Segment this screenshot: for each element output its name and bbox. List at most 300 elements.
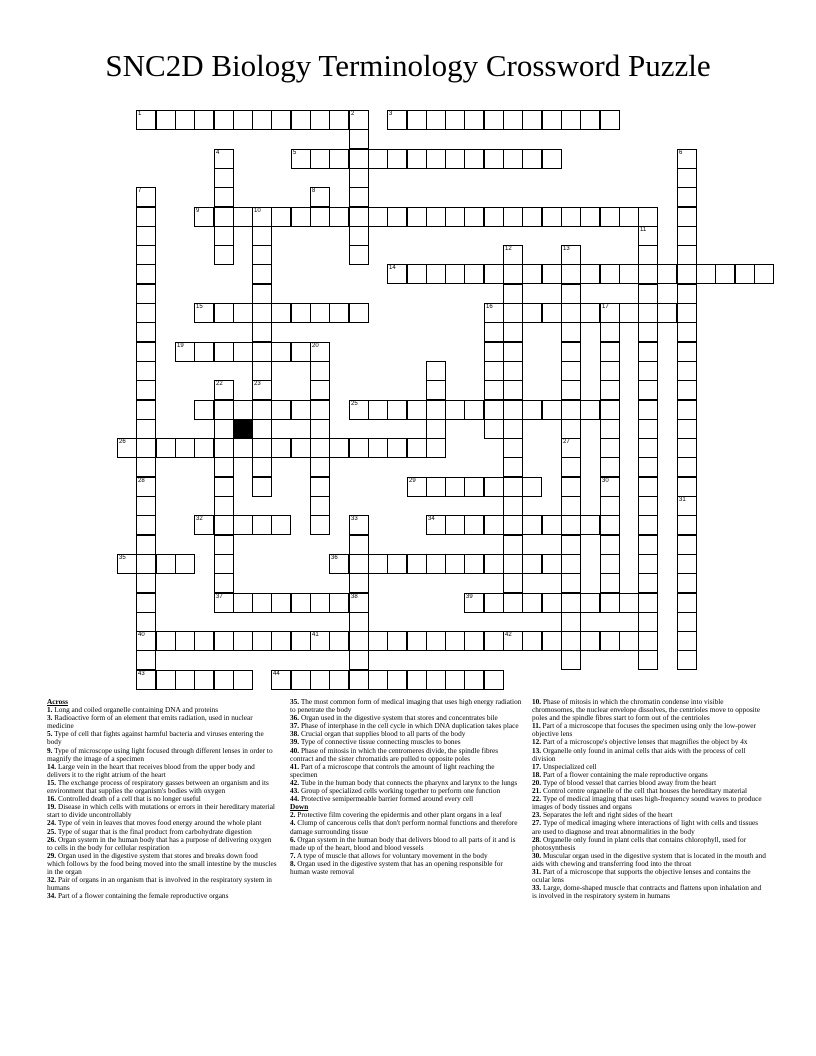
- grid-cell[interactable]: [638, 400, 658, 420]
- grid-cell[interactable]: [407, 207, 427, 227]
- grid-cell[interactable]: [677, 535, 697, 555]
- grid-cell[interactable]: [194, 110, 214, 130]
- grid-cell[interactable]: [310, 361, 330, 381]
- grid-cell[interactable]: [580, 303, 600, 323]
- grid-cell[interactable]: [464, 400, 484, 420]
- grid-cell[interactable]: [407, 438, 427, 458]
- grid-cell[interactable]: [503, 535, 523, 555]
- grid-cell[interactable]: [368, 631, 388, 651]
- grid-cell[interactable]: [252, 361, 272, 381]
- grid-cell[interactable]: [464, 631, 484, 651]
- grid-cell[interactable]: [445, 477, 465, 497]
- grid-cell[interactable]: [310, 515, 330, 535]
- grid-cell[interactable]: [136, 110, 156, 130]
- grid-cell[interactable]: [561, 477, 581, 497]
- grid-cell[interactable]: [677, 400, 697, 420]
- grid-cell[interactable]: [136, 226, 156, 246]
- grid-cell[interactable]: [580, 207, 600, 227]
- grid-cell[interactable]: [561, 593, 581, 613]
- grid-cell[interactable]: [407, 400, 427, 420]
- grid-cell[interactable]: [136, 245, 156, 265]
- grid-cell[interactable]: [426, 361, 446, 381]
- grid-cell[interactable]: [252, 380, 272, 400]
- grid-cell[interactable]: [484, 207, 504, 227]
- grid-cell[interactable]: [426, 380, 446, 400]
- grid-cell[interactable]: [271, 593, 291, 613]
- grid-cell[interactable]: [484, 670, 504, 690]
- grid-cell[interactable]: [561, 438, 581, 458]
- grid-cell[interactable]: [503, 361, 523, 381]
- grid-cell[interactable]: [484, 419, 504, 439]
- grid-cell[interactable]: [368, 207, 388, 227]
- grid-cell[interactable]: [677, 303, 697, 323]
- grid-cell[interactable]: [542, 593, 562, 613]
- grid-cell[interactable]: [677, 245, 697, 265]
- grid-cell[interactable]: [561, 264, 581, 284]
- grid-cell[interactable]: [542, 207, 562, 227]
- grid-cell[interactable]: [310, 496, 330, 516]
- grid-cell[interactable]: [426, 670, 446, 690]
- grid-cell[interactable]: [445, 264, 465, 284]
- grid-cell[interactable]: [542, 303, 562, 323]
- grid-cell[interactable]: [271, 515, 291, 535]
- grid-cell[interactable]: [484, 149, 504, 169]
- grid-cell[interactable]: [696, 264, 716, 284]
- grid-cell[interactable]: [561, 207, 581, 227]
- grid-cell[interactable]: [252, 342, 272, 362]
- grid-cell[interactable]: [252, 245, 272, 265]
- grid-cell[interactable]: [175, 438, 195, 458]
- grid-cell[interactable]: [426, 554, 446, 574]
- grid-cell[interactable]: [349, 187, 369, 207]
- grid-cell[interactable]: [638, 361, 658, 381]
- grid-cell[interactable]: [503, 477, 523, 497]
- grid-cell[interactable]: [136, 187, 156, 207]
- grid-cell[interactable]: [349, 670, 369, 690]
- grid-cell[interactable]: [677, 631, 697, 651]
- grid-cell[interactable]: [503, 573, 523, 593]
- grid-cell[interactable]: [136, 554, 156, 574]
- grid-cell[interactable]: [233, 515, 253, 535]
- grid-cell[interactable]: [600, 496, 620, 516]
- grid-cell[interactable]: [136, 361, 156, 381]
- grid-cell[interactable]: [600, 419, 620, 439]
- grid-cell[interactable]: [484, 515, 504, 535]
- grid-cell[interactable]: [136, 400, 156, 420]
- grid-cell[interactable]: [407, 110, 427, 130]
- grid-cell[interactable]: [600, 573, 620, 593]
- grid-cell[interactable]: [214, 168, 234, 188]
- grid-cell[interactable]: [484, 110, 504, 130]
- grid-cell[interactable]: [619, 631, 639, 651]
- grid-cell[interactable]: [252, 110, 272, 130]
- grid-cell[interactable]: [252, 207, 272, 227]
- grid-cell[interactable]: [136, 631, 156, 651]
- grid-cell[interactable]: [638, 207, 658, 227]
- grid-cell[interactable]: [522, 631, 542, 651]
- grid-cell[interactable]: [310, 419, 330, 439]
- grid-cell[interactable]: [561, 361, 581, 381]
- grid-cell[interactable]: [522, 149, 542, 169]
- grid-cell[interactable]: [600, 322, 620, 342]
- grid-cell[interactable]: [136, 496, 156, 516]
- grid-cell[interactable]: [464, 554, 484, 574]
- grid-cell[interactable]: [561, 554, 581, 574]
- grid-cell[interactable]: [580, 264, 600, 284]
- grid-cell[interactable]: [349, 129, 369, 149]
- grid-cell[interactable]: [136, 670, 156, 690]
- grid-cell[interactable]: [426, 631, 446, 651]
- grid-cell[interactable]: [522, 593, 542, 613]
- grid-cell[interactable]: [252, 438, 272, 458]
- grid-cell[interactable]: [522, 400, 542, 420]
- grid-cell[interactable]: [522, 515, 542, 535]
- grid-cell[interactable]: [503, 457, 523, 477]
- grid-cell[interactable]: [503, 303, 523, 323]
- grid-cell[interactable]: [214, 477, 234, 497]
- grid-cell[interactable]: [426, 419, 446, 439]
- grid-cell[interactable]: [214, 419, 234, 439]
- grid-cell[interactable]: [677, 554, 697, 574]
- grid-cell[interactable]: [426, 110, 446, 130]
- grid-cell[interactable]: [619, 593, 639, 613]
- grid-cell[interactable]: [271, 207, 291, 227]
- grid-cell[interactable]: [503, 419, 523, 439]
- grid-cell[interactable]: [542, 264, 562, 284]
- grid-cell[interactable]: [503, 284, 523, 304]
- grid-cell[interactable]: [638, 438, 658, 458]
- grid-cell[interactable]: [214, 573, 234, 593]
- grid-cell[interactable]: [310, 631, 330, 651]
- grid-cell[interactable]: [464, 477, 484, 497]
- grid-cell[interactable]: [136, 650, 156, 670]
- grid-cell[interactable]: [310, 149, 330, 169]
- grid-cell[interactable]: [368, 554, 388, 574]
- grid-cell[interactable]: [175, 554, 195, 574]
- grid-cell[interactable]: [310, 438, 330, 458]
- grid-cell[interactable]: [136, 573, 156, 593]
- grid-cell[interactable]: [252, 303, 272, 323]
- grid-cell[interactable]: [194, 670, 214, 690]
- grid-cell[interactable]: [638, 419, 658, 439]
- grid-cell[interactable]: [600, 535, 620, 555]
- grid-cell[interactable]: [600, 361, 620, 381]
- grid-cell[interactable]: [561, 284, 581, 304]
- grid-cell[interactable]: [522, 303, 542, 323]
- grid-cell[interactable]: [561, 245, 581, 265]
- grid-cell[interactable]: [677, 457, 697, 477]
- grid-cell[interactable]: [484, 380, 504, 400]
- grid-cell[interactable]: [291, 342, 311, 362]
- grid-cell[interactable]: [136, 342, 156, 362]
- grid-cell[interactable]: [252, 226, 272, 246]
- grid-cell[interactable]: [329, 554, 349, 574]
- grid-cell[interactable]: [503, 264, 523, 284]
- grid-cell[interactable]: [503, 380, 523, 400]
- grid-cell[interactable]: [445, 149, 465, 169]
- grid-cell[interactable]: [561, 573, 581, 593]
- grid-cell[interactable]: [677, 149, 697, 169]
- grid-cell[interactable]: [542, 149, 562, 169]
- grid-cell[interactable]: [291, 149, 311, 169]
- grid-cell[interactable]: [503, 631, 523, 651]
- grid-cell[interactable]: [580, 593, 600, 613]
- grid-cell[interactable]: [349, 650, 369, 670]
- grid-cell[interactable]: [580, 515, 600, 535]
- grid-cell[interactable]: [754, 264, 774, 284]
- grid-cell[interactable]: [619, 264, 639, 284]
- grid-cell[interactable]: [329, 631, 349, 651]
- grid-cell[interactable]: [522, 554, 542, 574]
- grid-cell[interactable]: [156, 438, 176, 458]
- grid-cell[interactable]: [426, 264, 446, 284]
- grid-cell[interactable]: [214, 670, 234, 690]
- grid-cell[interactable]: [310, 400, 330, 420]
- grid-cell[interactable]: [503, 400, 523, 420]
- grid-cell[interactable]: [503, 342, 523, 362]
- grid-cell[interactable]: [233, 207, 253, 227]
- grid-cell[interactable]: [368, 149, 388, 169]
- grid-cell[interactable]: [291, 207, 311, 227]
- grid-cell[interactable]: [407, 554, 427, 574]
- grid-cell[interactable]: [349, 593, 369, 613]
- grid-cell[interactable]: [426, 400, 446, 420]
- grid-cell[interactable]: [387, 631, 407, 651]
- grid-cell[interactable]: [136, 438, 156, 458]
- grid-cell[interactable]: [194, 207, 214, 227]
- grid-cell[interactable]: [522, 207, 542, 227]
- grid-cell[interactable]: [291, 303, 311, 323]
- grid-cell[interactable]: [600, 207, 620, 227]
- grid-cell[interactable]: [233, 342, 253, 362]
- grid-cell[interactable]: [214, 400, 234, 420]
- grid-cell[interactable]: [214, 342, 234, 362]
- grid-cell[interactable]: [194, 303, 214, 323]
- grid-cell[interactable]: [638, 515, 658, 535]
- grid-cell[interactable]: [542, 110, 562, 130]
- grid-cell[interactable]: [349, 438, 369, 458]
- grid-cell[interactable]: [677, 168, 697, 188]
- grid-cell[interactable]: [600, 264, 620, 284]
- grid-cell[interactable]: [214, 380, 234, 400]
- grid-cell[interactable]: [329, 670, 349, 690]
- grid-cell[interactable]: [522, 477, 542, 497]
- grid-cell[interactable]: [503, 593, 523, 613]
- grid-cell[interactable]: [291, 593, 311, 613]
- grid-cell[interactable]: [677, 477, 697, 497]
- grid-cell[interactable]: [214, 187, 234, 207]
- grid-cell[interactable]: [522, 110, 542, 130]
- grid-cell[interactable]: [349, 631, 369, 651]
- grid-cell[interactable]: [619, 207, 639, 227]
- grid-cell[interactable]: [233, 110, 253, 130]
- grid-cell[interactable]: [310, 593, 330, 613]
- grid-cell[interactable]: [426, 438, 446, 458]
- grid-cell[interactable]: [271, 342, 291, 362]
- grid-cell[interactable]: [175, 670, 195, 690]
- grid-cell[interactable]: [136, 593, 156, 613]
- grid-cell[interactable]: [600, 477, 620, 497]
- grid-cell[interactable]: [600, 380, 620, 400]
- grid-cell[interactable]: [156, 670, 176, 690]
- grid-cell[interactable]: [600, 303, 620, 323]
- grid-cell[interactable]: [638, 322, 658, 342]
- grid-cell[interactable]: [214, 226, 234, 246]
- grid-cell[interactable]: [194, 342, 214, 362]
- grid-cell[interactable]: [271, 400, 291, 420]
- grid-cell[interactable]: [638, 593, 658, 613]
- grid-cell[interactable]: [310, 457, 330, 477]
- grid-cell[interactable]: [638, 457, 658, 477]
- grid-cell[interactable]: [677, 361, 697, 381]
- grid-cell[interactable]: [291, 110, 311, 130]
- grid-cell[interactable]: [484, 342, 504, 362]
- grid-cell[interactable]: [503, 110, 523, 130]
- grid-cell[interactable]: [310, 477, 330, 497]
- grid-cell[interactable]: [214, 515, 234, 535]
- grid-cell[interactable]: [349, 554, 369, 574]
- grid-cell[interactable]: [252, 419, 272, 439]
- grid-cell[interactable]: [503, 245, 523, 265]
- grid-cell[interactable]: [619, 303, 639, 323]
- grid-cell[interactable]: [677, 612, 697, 632]
- grid-cell[interactable]: [464, 593, 484, 613]
- grid-cell[interactable]: [561, 303, 581, 323]
- grid-cell[interactable]: [156, 554, 176, 574]
- grid-cell[interactable]: [561, 457, 581, 477]
- grid-cell[interactable]: [715, 264, 735, 284]
- grid-cell[interactable]: [214, 554, 234, 574]
- grid-cell[interactable]: [561, 342, 581, 362]
- grid-cell[interactable]: [484, 477, 504, 497]
- grid-cell[interactable]: [677, 264, 697, 284]
- grid-cell[interactable]: [329, 303, 349, 323]
- grid-cell[interactable]: [677, 650, 697, 670]
- grid-cell[interactable]: [677, 342, 697, 362]
- grid-cell[interactable]: [464, 110, 484, 130]
- grid-cell[interactable]: [329, 438, 349, 458]
- grid-cell[interactable]: [271, 110, 291, 130]
- grid-cell[interactable]: [638, 342, 658, 362]
- grid-cell[interactable]: [214, 110, 234, 130]
- grid-cell[interactable]: [464, 207, 484, 227]
- grid-cell[interactable]: [310, 303, 330, 323]
- grid-cell[interactable]: [349, 110, 369, 130]
- grid-cell[interactable]: [194, 438, 214, 458]
- grid-cell[interactable]: [735, 264, 755, 284]
- grid-cell[interactable]: [214, 207, 234, 227]
- grid-cell[interactable]: [503, 496, 523, 516]
- grid-cell[interactable]: [445, 554, 465, 574]
- grid-cell[interactable]: [349, 573, 369, 593]
- grid-cell[interactable]: [638, 496, 658, 516]
- grid-cell[interactable]: [271, 631, 291, 651]
- grid-cell[interactable]: [349, 168, 369, 188]
- grid-cell[interactable]: [136, 264, 156, 284]
- grid-cell[interactable]: [600, 554, 620, 574]
- grid-cell[interactable]: [271, 303, 291, 323]
- grid-cell[interactable]: [233, 438, 253, 458]
- grid-cell[interactable]: [175, 342, 195, 362]
- grid-cell[interactable]: [484, 593, 504, 613]
- grid-cell[interactable]: [291, 438, 311, 458]
- grid-cell[interactable]: [677, 496, 697, 516]
- grid-cell[interactable]: [561, 419, 581, 439]
- grid-cell[interactable]: [387, 400, 407, 420]
- grid-cell[interactable]: [214, 149, 234, 169]
- grid-cell[interactable]: [271, 438, 291, 458]
- grid-cell[interactable]: [600, 400, 620, 420]
- grid-cell[interactable]: [194, 631, 214, 651]
- grid-cell[interactable]: [638, 631, 658, 651]
- grid-cell[interactable]: [252, 593, 272, 613]
- grid-cell[interactable]: [291, 631, 311, 651]
- grid-cell[interactable]: [503, 515, 523, 535]
- grid-cell[interactable]: [310, 207, 330, 227]
- grid-cell[interactable]: [580, 400, 600, 420]
- grid-cell[interactable]: [484, 303, 504, 323]
- grid-cell[interactable]: [349, 149, 369, 169]
- grid-cell[interactable]: [600, 342, 620, 362]
- grid-cell[interactable]: [136, 380, 156, 400]
- grid-cell[interactable]: [542, 515, 562, 535]
- grid-cell[interactable]: [136, 515, 156, 535]
- grid-cell[interactable]: [136, 535, 156, 555]
- grid-cell[interactable]: [407, 631, 427, 651]
- grid-cell[interactable]: [503, 438, 523, 458]
- grid-cell[interactable]: [677, 593, 697, 613]
- grid-cell[interactable]: [677, 284, 697, 304]
- grid-cell[interactable]: [368, 438, 388, 458]
- grid-cell[interactable]: [464, 149, 484, 169]
- grid-cell[interactable]: [368, 670, 388, 690]
- grid-cell[interactable]: [310, 380, 330, 400]
- grid-cell[interactable]: [349, 612, 369, 632]
- grid-cell[interactable]: [600, 457, 620, 477]
- grid-cell[interactable]: [310, 670, 330, 690]
- grid-cell[interactable]: [445, 670, 465, 690]
- grid-cell[interactable]: [445, 400, 465, 420]
- grid-cell[interactable]: [214, 303, 234, 323]
- grid-cell[interactable]: [677, 322, 697, 342]
- grid-cell[interactable]: [194, 400, 214, 420]
- grid-cell[interactable]: [310, 342, 330, 362]
- grid-cell[interactable]: [310, 110, 330, 130]
- grid-cell[interactable]: [233, 670, 253, 690]
- grid-cell[interactable]: [464, 515, 484, 535]
- grid-cell[interactable]: [677, 515, 697, 535]
- grid-cell[interactable]: [445, 207, 465, 227]
- grid-cell[interactable]: [233, 631, 253, 651]
- grid-cell[interactable]: [561, 535, 581, 555]
- grid-cell[interactable]: [484, 361, 504, 381]
- grid-cell[interactable]: [484, 554, 504, 574]
- grid-cell[interactable]: [368, 400, 388, 420]
- grid-cell[interactable]: [600, 438, 620, 458]
- grid-cell[interactable]: [561, 631, 581, 651]
- grid-cell[interactable]: [580, 110, 600, 130]
- grid-cell[interactable]: [387, 149, 407, 169]
- grid-cell[interactable]: [349, 515, 369, 535]
- grid-cell[interactable]: [561, 110, 581, 130]
- grid-cell[interactable]: [638, 650, 658, 670]
- grid-cell[interactable]: [175, 110, 195, 130]
- grid-cell[interactable]: [407, 477, 427, 497]
- grid-cell[interactable]: [136, 612, 156, 632]
- grid-cell[interactable]: [638, 245, 658, 265]
- grid-cell[interactable]: [387, 207, 407, 227]
- grid-cell[interactable]: [117, 438, 137, 458]
